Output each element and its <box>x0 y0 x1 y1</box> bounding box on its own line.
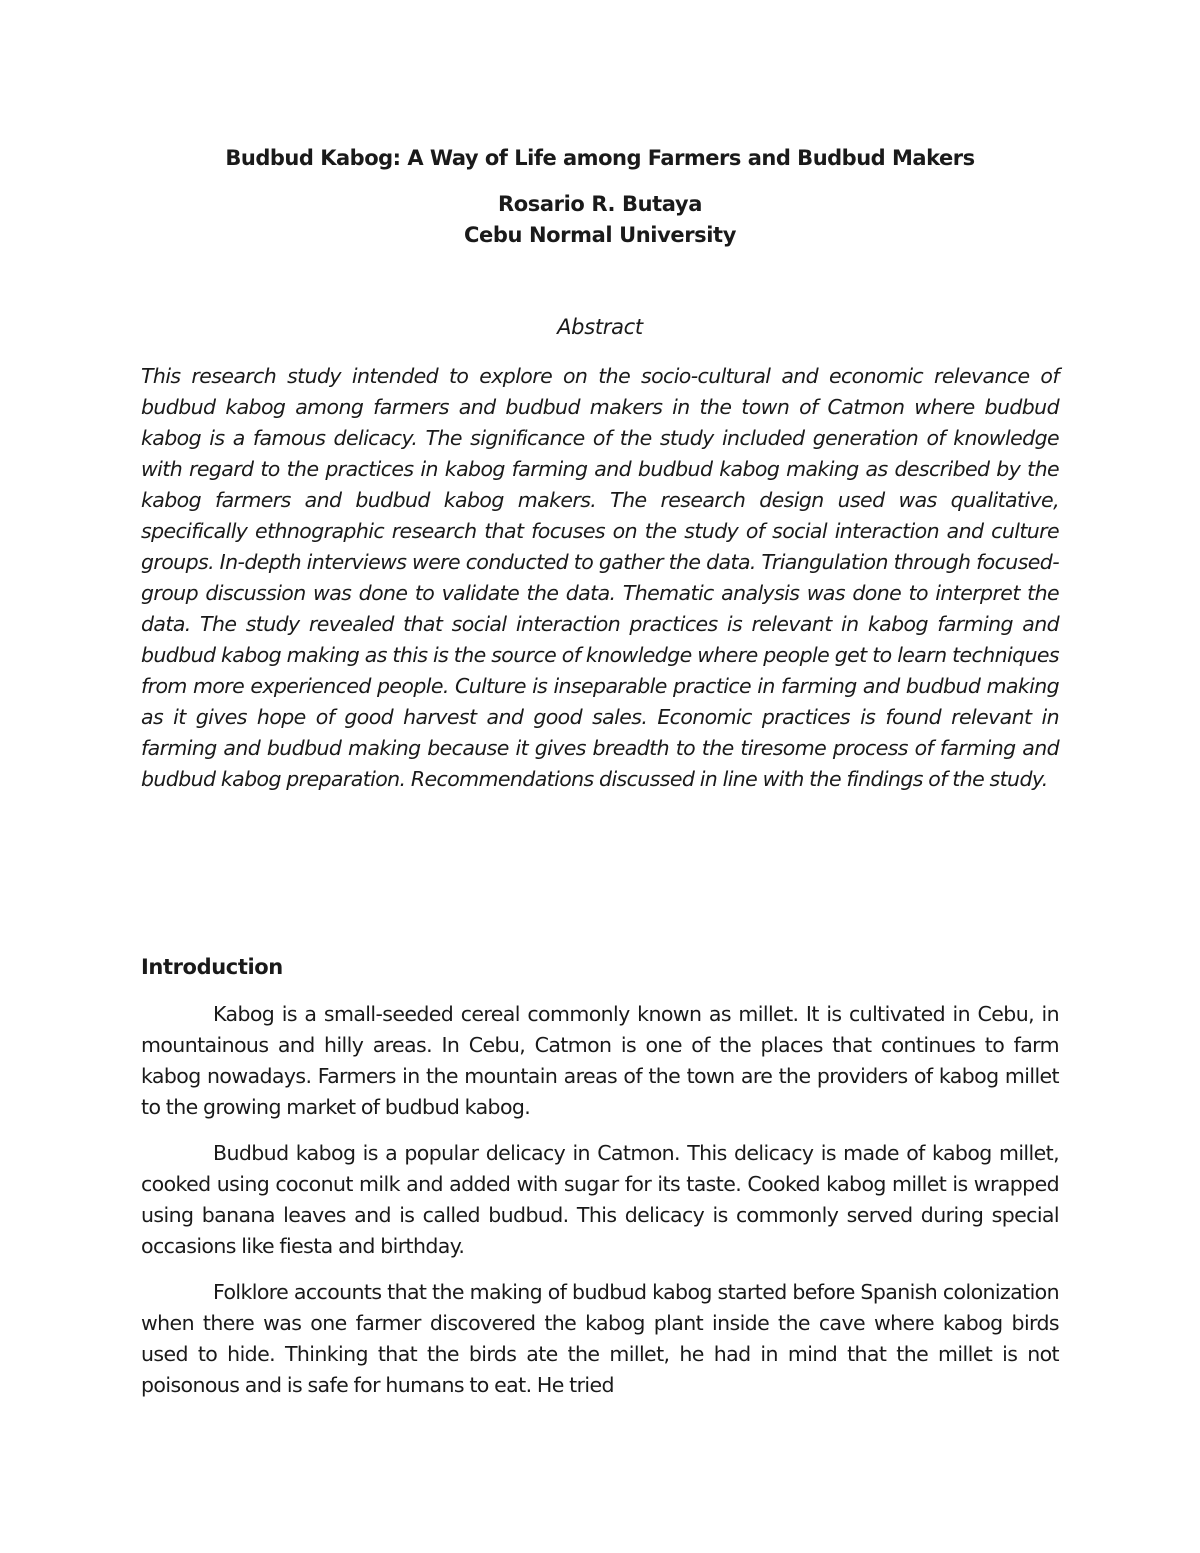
introduction-paragraph-3: Folklore accounts that the making of budbud kabog started before Spanish colonization when there was one farmer discovered the kabog plant inside the cave where kabog birds used to hide. Thinking that the birds ate the millet, he had in mind that the millet is not poisonous and is safe for humans to eat. He tried <box>141 1280 1059 1397</box>
abstract-heading: Abstract <box>557 315 643 339</box>
author-affiliation: Cebu Normal University <box>464 223 736 247</box>
author-name: Rosario R. Butaya <box>498 192 702 216</box>
introduction-body <box>141 999 1059 1416</box>
introduction-paragraph-2: Budbud kabog is a popular delicacy in Catmon. This delicacy is made of kabog millet, cooked using coconut milk and added with sugar for its taste. Cooked kabog millet is wrapped using banana leaves and is called budbud. This delicacy is commonly served during special occasions like fiesta and birthday. <box>141 1141 1059 1258</box>
abstract-text: This research study intended to explore on the socio-cultural and economic relevance of budbud kabog among farmers and budbud makers in the town of Catmon where budbud kabog is a famous delicacy. The significance of the study included generation of knowledge with regard to the practices in kabog farming and budbud kabog making as described by the kabog farmers and budbud kabog makers. The research design used was qualitative, specifically ethnographic research that focuses on the study of social interaction and culture groups. In-depth interviews were conducted to gather the data. Triangulation through focused-group discussion was done to validate the data. Thematic analysis was done to interpret the data. The study revealed that social interaction practices is relevant in kabog farming and budbud kabog making as this is the source of knowledge where people get to learn techniques from more experienced people. Culture is inseparable practice in farming and budbud making as it gives hope of good harvest and good sales. Economic practices is found relevant in farming and budbud making because it gives breadth to the tiresome process of farming and budbud kabog preparation. Recommendations discussed in line with the findings of the study. <box>141 364 1059 791</box>
introduction-heading: Introduction <box>141 955 283 979</box>
paper-title: Budbud Kabog: A Way of Life among Farmers and Budbud Makers <box>225 146 975 170</box>
introduction-paragraph-1: Kabog is a small-seeded cereal commonly known as millet. It is cultivated in Cebu, in mountainous and hilly areas. In Cebu, Catmon is one of the places that continues to farm kabog nowadays. Farmers in the mountain areas of the town are the providers of kabog millet to the growing market of budbud kabog. <box>141 1002 1059 1119</box>
